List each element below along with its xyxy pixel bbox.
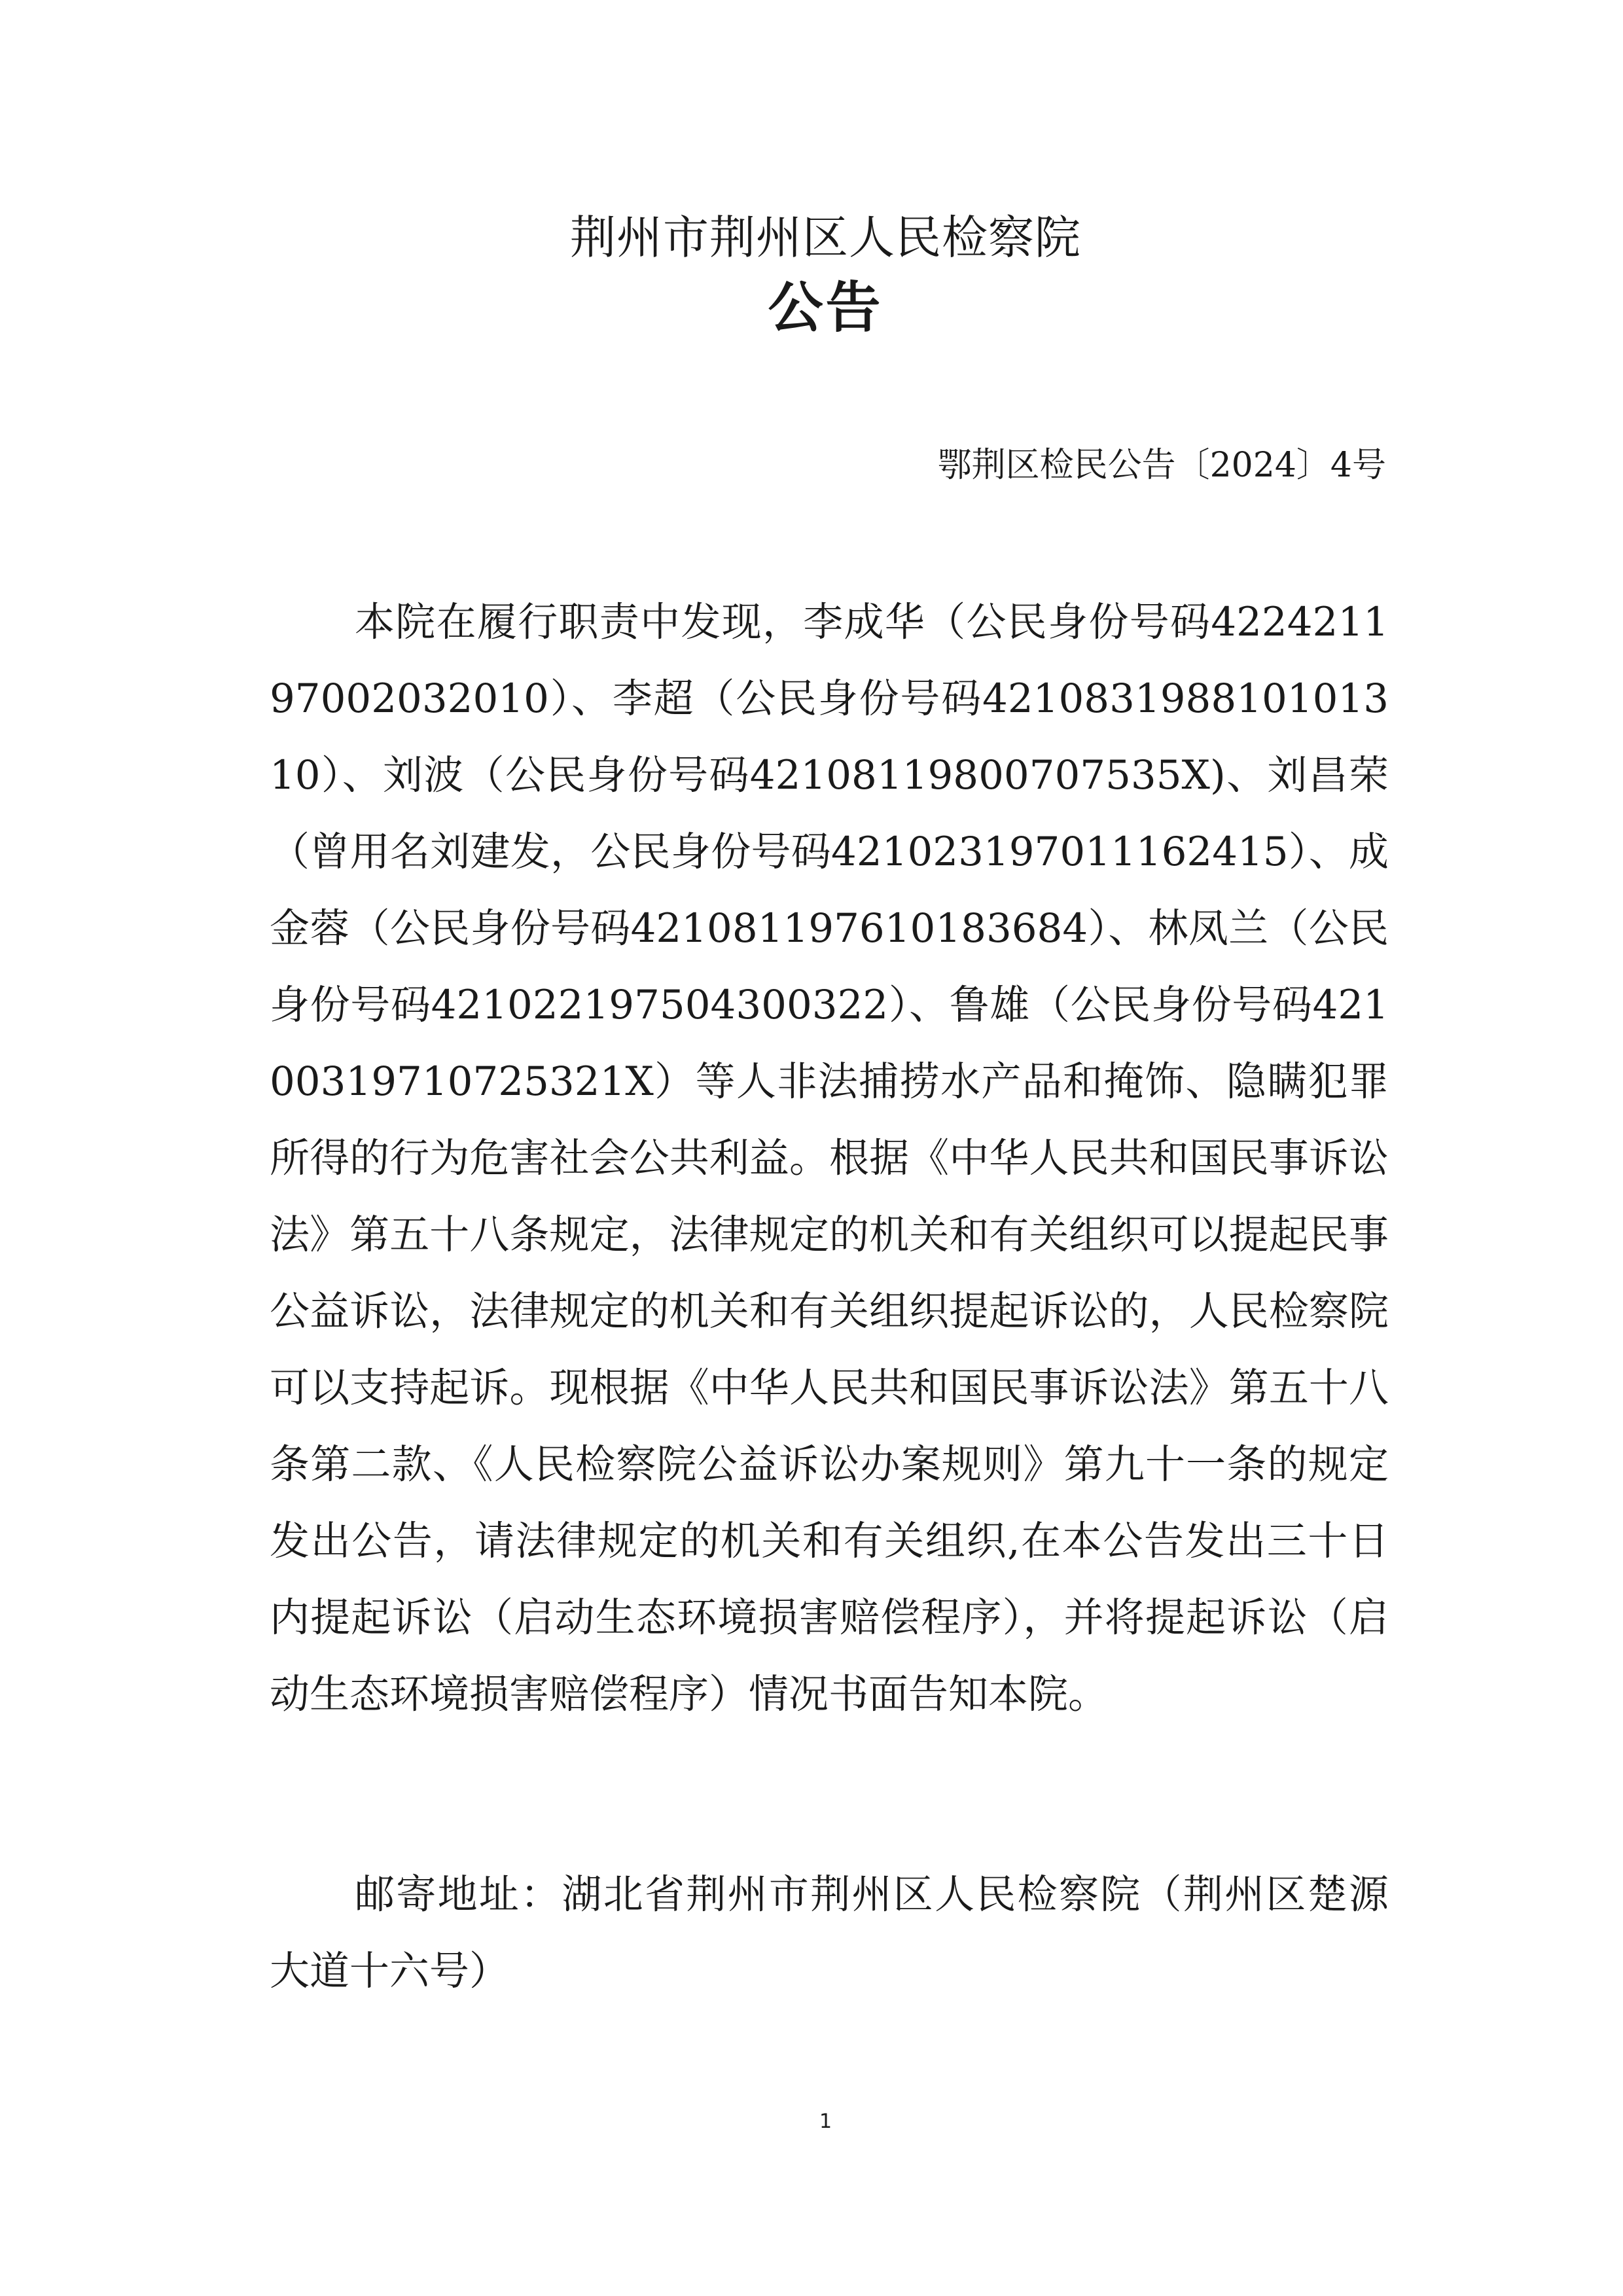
document-number: 鄂荆区检民公告〔2024〕4号 [937, 446, 1386, 485]
page-number: 1 [819, 2110, 832, 2133]
announcement-body: 本院在履行职责中发现，李成华（公民身份号码422421197002032010）、李超（公民身份号码421083198810101310）、刘波（公民身份号码42108119800707535X)、刘昌荣（曾用名刘建发，公民身份号码421023197011162415）、成金蓉（公民身份号码421081197610183684）、林凤兰（公民身份号码421022197504300322）、鲁雄（公民身份号码42100319710725321X）等人非法捕捞水产品和掩饰、隐瞒犯罪所得的行为危害社会公共利益。根据《中华人民共和国民事诉讼法》第五十八条规定，法律规定的机关和有关组织可以提起民事公益诉讼，法律规定的机关和有关组织提起诉讼的，人民检察院可以支持起诉。现根据《中华人民共和国民事诉讼法》第五十八条第二款、《人民检察院公益诉讼办案规则》第九十一条的规定发出公告，请法律规定的机关和有关组织,在本公告发出三十日内提起诉讼（启动生态环境损害赔偿程序），并将提起诉讼（启动生态环境损害赔偿程序）情况书面告知本院。 [270, 599, 1389, 1717]
issuing-organization: 荆州市荆州区人民检察院 [570, 211, 1081, 264]
document-title: 公告 [768, 276, 883, 340]
mailing-address: 邮寄地址：湖北省荆州市荆州区人民检察院（荆州区楚源大道十六号） [270, 1871, 1389, 1994]
